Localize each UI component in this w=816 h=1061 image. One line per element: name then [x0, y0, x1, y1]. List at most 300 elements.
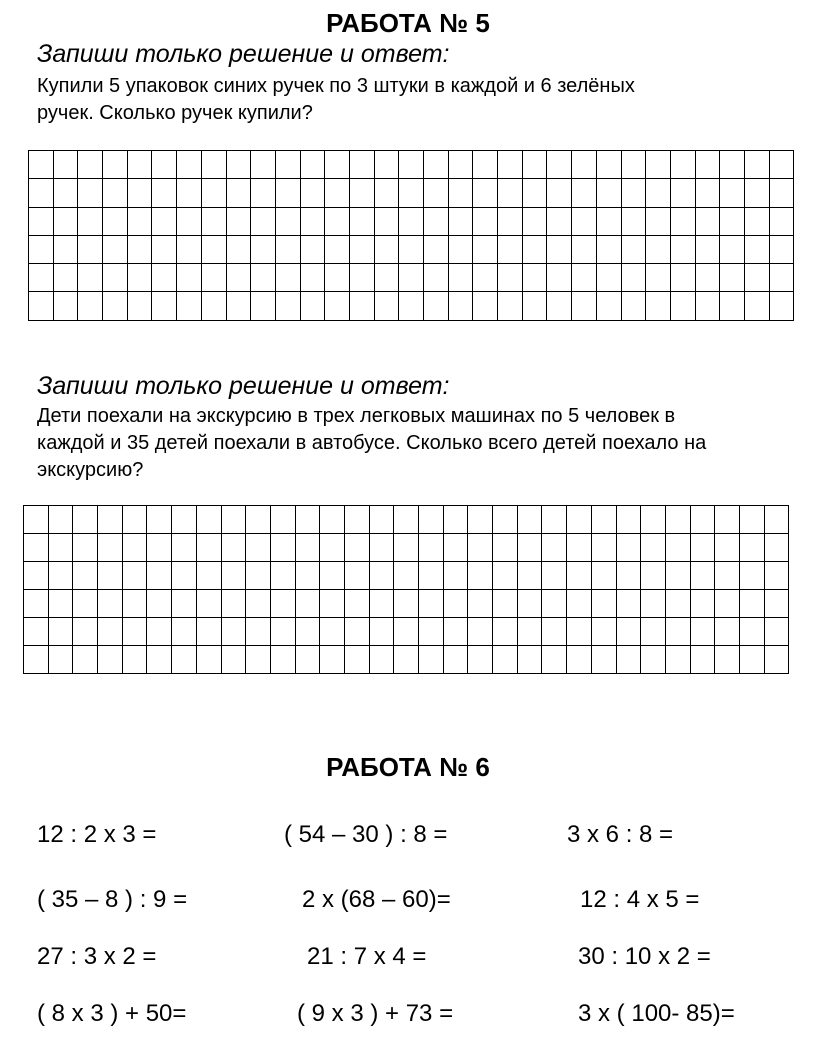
grid-cell[interactable] — [443, 562, 468, 590]
grid-cell[interactable] — [419, 590, 444, 618]
grid-cell[interactable] — [744, 151, 769, 179]
grid-cell[interactable] — [567, 506, 592, 534]
grid-cell[interactable] — [201, 151, 226, 179]
grid-cell[interactable] — [517, 506, 542, 534]
grid-cell[interactable] — [295, 618, 320, 646]
grid-cell[interactable] — [226, 207, 251, 235]
grid-cell[interactable] — [172, 646, 197, 674]
grid-cell[interactable] — [196, 506, 221, 534]
grid-cell[interactable] — [196, 562, 221, 590]
grid-cell[interactable] — [275, 292, 300, 320]
grid-cell[interactable] — [616, 618, 641, 646]
grid-cell[interactable] — [374, 179, 399, 207]
grid-cell[interactable] — [769, 292, 794, 320]
grid-cell[interactable] — [394, 562, 419, 590]
grid-cell[interactable] — [399, 151, 424, 179]
grid-cell[interactable] — [221, 506, 246, 534]
grid-cell[interactable] — [739, 562, 764, 590]
grid-cell[interactable] — [270, 506, 295, 534]
grid-cell[interactable] — [522, 292, 547, 320]
grid-cell[interactable] — [98, 534, 123, 562]
grid-cell[interactable] — [542, 534, 567, 562]
grid-cell[interactable] — [443, 646, 468, 674]
grid-cell[interactable] — [448, 151, 473, 179]
grid-cell[interactable] — [201, 264, 226, 292]
grid-cell[interactable] — [349, 292, 374, 320]
grid-cell[interactable] — [399, 179, 424, 207]
grid-cell[interactable] — [399, 207, 424, 235]
grid-cell[interactable] — [567, 590, 592, 618]
grid-cell[interactable] — [24, 534, 49, 562]
grid-cell[interactable] — [226, 235, 251, 263]
grid-cell[interactable] — [690, 590, 715, 618]
grid-cell[interactable] — [522, 264, 547, 292]
grid-cell[interactable] — [246, 590, 271, 618]
grid-cell[interactable] — [591, 590, 616, 618]
grid-cell[interactable] — [665, 534, 690, 562]
grid-cell[interactable] — [596, 207, 621, 235]
grid-cell[interactable] — [349, 151, 374, 179]
grid-cell[interactable] — [641, 534, 666, 562]
grid-cell[interactable] — [596, 179, 621, 207]
grid-cell[interactable] — [522, 235, 547, 263]
grid-cell[interactable] — [621, 151, 646, 179]
grid-cell[interactable] — [226, 292, 251, 320]
grid-cell[interactable] — [424, 207, 449, 235]
grid-cell[interactable] — [424, 179, 449, 207]
grid-cell[interactable] — [78, 179, 103, 207]
grid-cell[interactable] — [369, 590, 394, 618]
grid-cell[interactable] — [715, 590, 740, 618]
grid-cell[interactable] — [596, 264, 621, 292]
grid-cell[interactable] — [127, 207, 152, 235]
grid-cell[interactable] — [48, 562, 73, 590]
grid-cell[interactable] — [394, 506, 419, 534]
grid-cell[interactable] — [103, 207, 128, 235]
grid-cell[interactable] — [764, 590, 789, 618]
grid-cell[interactable] — [251, 264, 276, 292]
grid-cell[interactable] — [177, 264, 202, 292]
grid-cell[interactable] — [424, 235, 449, 263]
grid-cell[interactable] — [147, 534, 172, 562]
grid-cell[interactable] — [670, 207, 695, 235]
grid-cell[interactable] — [517, 618, 542, 646]
grid-cell[interactable] — [98, 618, 123, 646]
grid-cell[interactable] — [369, 562, 394, 590]
grid-cell[interactable] — [641, 506, 666, 534]
grid-cell[interactable] — [270, 562, 295, 590]
grid-cell[interactable] — [73, 618, 98, 646]
grid-cell[interactable] — [369, 506, 394, 534]
grid-cell[interactable] — [498, 235, 523, 263]
grid-cell[interactable] — [24, 646, 49, 674]
grid-cell[interactable] — [152, 151, 177, 179]
grid-cell[interactable] — [325, 264, 350, 292]
grid-cell[interactable] — [769, 179, 794, 207]
grid-cell[interactable] — [769, 151, 794, 179]
grid-cell[interactable] — [646, 207, 671, 235]
grid-cell[interactable] — [572, 151, 597, 179]
grid-cell[interactable] — [275, 179, 300, 207]
grid-cell[interactable] — [591, 506, 616, 534]
grid-cell[interactable] — [127, 179, 152, 207]
grid-cell[interactable] — [764, 646, 789, 674]
grid-cell[interactable] — [48, 646, 73, 674]
grid-cell[interactable] — [419, 646, 444, 674]
grid-cell[interactable] — [542, 590, 567, 618]
grid-cell[interactable] — [48, 506, 73, 534]
grid-cell[interactable] — [73, 534, 98, 562]
grid-cell[interactable] — [670, 179, 695, 207]
grid-cell[interactable] — [103, 235, 128, 263]
grid-cell[interactable] — [103, 151, 128, 179]
grid-cell[interactable] — [468, 534, 493, 562]
grid-cell[interactable] — [122, 646, 147, 674]
grid-cell[interactable] — [300, 179, 325, 207]
grid-cell[interactable] — [325, 179, 350, 207]
grid-cell[interactable] — [493, 646, 518, 674]
grid-cell[interactable] — [394, 534, 419, 562]
grid-cell[interactable] — [374, 151, 399, 179]
grid-cell[interactable] — [295, 534, 320, 562]
grid-cell[interactable] — [591, 646, 616, 674]
grid-cell[interactable] — [542, 562, 567, 590]
grid-cell[interactable] — [690, 618, 715, 646]
grid-cell[interactable] — [665, 590, 690, 618]
grid-cell[interactable] — [53, 235, 78, 263]
grid-cell[interactable] — [275, 235, 300, 263]
grid-cell[interactable] — [572, 292, 597, 320]
grid-cell[interactable] — [48, 590, 73, 618]
grid-cell[interactable] — [419, 534, 444, 562]
grid-cell[interactable] — [764, 534, 789, 562]
grid-cell[interactable] — [394, 646, 419, 674]
grid-cell[interactable] — [720, 151, 745, 179]
grid-cell[interactable] — [221, 534, 246, 562]
grid-cell[interactable] — [720, 235, 745, 263]
grid-cell[interactable] — [744, 179, 769, 207]
grid-cell[interactable] — [739, 590, 764, 618]
grid-cell[interactable] — [246, 506, 271, 534]
grid-cell[interactable] — [715, 646, 740, 674]
grid-cell[interactable] — [443, 590, 468, 618]
grid-cell[interactable] — [24, 562, 49, 590]
grid-cell[interactable] — [152, 235, 177, 263]
grid-cell[interactable] — [739, 646, 764, 674]
grid-cell[interactable] — [621, 235, 646, 263]
grid-cell[interactable] — [369, 618, 394, 646]
grid-cell[interactable] — [424, 264, 449, 292]
grid-cell[interactable] — [221, 562, 246, 590]
grid-cell[interactable] — [226, 151, 251, 179]
grid-cell[interactable] — [720, 207, 745, 235]
grid-cell[interactable] — [567, 646, 592, 674]
grid-cell[interactable] — [542, 506, 567, 534]
grid-cell[interactable] — [493, 618, 518, 646]
grid-cell[interactable] — [122, 506, 147, 534]
grid-cell[interactable] — [300, 207, 325, 235]
grid-cell[interactable] — [493, 506, 518, 534]
grid-cell[interactable] — [103, 264, 128, 292]
grid-cell[interactable] — [739, 534, 764, 562]
grid-cell[interactable] — [98, 562, 123, 590]
grid-cell[interactable] — [349, 207, 374, 235]
grid-cell[interactable] — [572, 235, 597, 263]
grid-cell[interactable] — [73, 590, 98, 618]
grid-cell[interactable] — [295, 646, 320, 674]
grid-cell[interactable] — [147, 618, 172, 646]
grid-cell[interactable] — [172, 506, 197, 534]
grid-cell[interactable] — [621, 264, 646, 292]
grid-cell[interactable] — [646, 235, 671, 263]
grid-cell[interactable] — [493, 590, 518, 618]
grid-cell[interactable] — [448, 179, 473, 207]
grid-cell[interactable] — [172, 562, 197, 590]
grid-cell[interactable] — [177, 235, 202, 263]
grid-cell[interactable] — [572, 264, 597, 292]
grid-cell[interactable] — [251, 151, 276, 179]
grid-cell[interactable] — [369, 534, 394, 562]
answer-grid-1[interactable] — [28, 150, 794, 321]
grid-cell[interactable] — [665, 506, 690, 534]
grid-cell[interactable] — [621, 292, 646, 320]
grid-cell[interactable] — [670, 151, 695, 179]
grid-cell[interactable] — [468, 646, 493, 674]
grid-cell[interactable] — [715, 506, 740, 534]
grid-cell[interactable] — [443, 618, 468, 646]
grid-cell[interactable] — [349, 235, 374, 263]
grid-cell[interactable] — [300, 264, 325, 292]
grid-cell[interactable] — [147, 506, 172, 534]
grid-cell[interactable] — [498, 292, 523, 320]
grid-cell[interactable] — [443, 506, 468, 534]
grid-cell[interactable] — [221, 618, 246, 646]
grid-cell[interactable] — [744, 264, 769, 292]
grid-cell[interactable] — [591, 618, 616, 646]
grid-cell[interactable] — [720, 292, 745, 320]
grid-cell[interactable] — [695, 292, 720, 320]
grid-cell[interactable] — [270, 590, 295, 618]
grid-cell[interactable] — [764, 506, 789, 534]
grid-cell[interactable] — [665, 618, 690, 646]
grid-cell[interactable] — [172, 618, 197, 646]
grid-cell[interactable] — [320, 562, 345, 590]
grid-cell[interactable] — [251, 235, 276, 263]
grid-cell[interactable] — [73, 646, 98, 674]
grid-cell[interactable] — [127, 292, 152, 320]
grid-cell[interactable] — [78, 207, 103, 235]
grid-cell[interactable] — [147, 562, 172, 590]
grid-cell[interactable] — [419, 618, 444, 646]
grid-cell[interactable] — [300, 235, 325, 263]
grid-cell[interactable] — [53, 292, 78, 320]
grid-cell[interactable] — [764, 618, 789, 646]
grid-cell[interactable] — [646, 179, 671, 207]
grid-cell[interactable] — [344, 534, 369, 562]
grid-cell[interactable] — [542, 618, 567, 646]
grid-cell[interactable] — [127, 151, 152, 179]
grid-cell[interactable] — [468, 506, 493, 534]
grid-cell[interactable] — [201, 292, 226, 320]
grid-cell[interactable] — [399, 264, 424, 292]
grid-cell[interactable] — [493, 534, 518, 562]
grid-cell[interactable] — [201, 235, 226, 263]
grid-cell[interactable] — [473, 151, 498, 179]
grid-cell[interactable] — [596, 235, 621, 263]
grid-cell[interactable] — [98, 590, 123, 618]
grid-cell[interactable] — [542, 646, 567, 674]
grid-cell[interactable] — [517, 590, 542, 618]
grid-cell[interactable] — [665, 646, 690, 674]
grid-cell[interactable] — [24, 618, 49, 646]
grid-cell[interactable] — [295, 590, 320, 618]
grid-cell[interactable] — [152, 264, 177, 292]
grid-cell[interactable] — [325, 207, 350, 235]
grid-cell[interactable] — [744, 207, 769, 235]
grid-cell[interactable] — [29, 235, 54, 263]
grid-cell[interactable] — [78, 264, 103, 292]
grid-cell[interactable] — [715, 562, 740, 590]
grid-cell[interactable] — [591, 562, 616, 590]
grid-cell[interactable] — [739, 506, 764, 534]
grid-cell[interactable] — [246, 534, 271, 562]
grid-cell[interactable] — [670, 292, 695, 320]
grid-cell[interactable] — [769, 207, 794, 235]
grid-cell[interactable] — [98, 506, 123, 534]
grid-cell[interactable] — [567, 562, 592, 590]
grid-cell[interactable] — [547, 151, 572, 179]
grid-cell[interactable] — [344, 618, 369, 646]
grid-cell[interactable] — [616, 590, 641, 618]
grid-cell[interactable] — [24, 506, 49, 534]
grid-cell[interactable] — [147, 590, 172, 618]
grid-cell[interactable] — [349, 264, 374, 292]
grid-cell[interactable] — [468, 618, 493, 646]
grid-cell[interactable] — [251, 207, 276, 235]
grid-cell[interactable] — [690, 646, 715, 674]
grid-cell[interactable] — [29, 292, 54, 320]
grid-cell[interactable] — [177, 207, 202, 235]
grid-cell[interactable] — [715, 534, 740, 562]
grid-cell[interactable] — [572, 207, 597, 235]
grid-cell[interactable] — [103, 292, 128, 320]
grid-cell[interactable] — [122, 618, 147, 646]
grid-cell[interactable] — [246, 646, 271, 674]
grid-cell[interactable] — [498, 179, 523, 207]
grid-cell[interactable] — [448, 235, 473, 263]
grid-cell[interactable] — [641, 590, 666, 618]
grid-cell[interactable] — [448, 292, 473, 320]
grid-cell[interactable] — [498, 207, 523, 235]
grid-cell[interactable] — [270, 618, 295, 646]
grid-cell[interactable] — [739, 618, 764, 646]
grid-cell[interactable] — [177, 179, 202, 207]
grid-cell[interactable] — [448, 264, 473, 292]
grid-cell[interactable] — [270, 646, 295, 674]
grid-cell[interactable] — [374, 207, 399, 235]
grid-cell[interactable] — [251, 292, 276, 320]
grid-cell[interactable] — [177, 292, 202, 320]
grid-cell[interactable] — [646, 151, 671, 179]
grid-cell[interactable] — [73, 562, 98, 590]
grid-cell[interactable] — [690, 506, 715, 534]
grid-cell[interactable] — [152, 207, 177, 235]
grid-cell[interactable] — [547, 264, 572, 292]
grid-cell[interactable] — [448, 207, 473, 235]
grid-cell[interactable] — [641, 646, 666, 674]
grid-cell[interactable] — [78, 151, 103, 179]
grid-cell[interactable] — [344, 590, 369, 618]
grid-cell[interactable] — [320, 646, 345, 674]
grid-cell[interactable] — [325, 151, 350, 179]
grid-cell[interactable] — [369, 646, 394, 674]
grid-cell[interactable] — [695, 207, 720, 235]
grid-cell[interactable] — [646, 292, 671, 320]
grid-cell[interactable] — [473, 207, 498, 235]
grid-cell[interactable] — [443, 534, 468, 562]
grid-cell[interactable] — [468, 562, 493, 590]
grid-cell[interactable] — [646, 264, 671, 292]
grid-cell[interactable] — [48, 534, 73, 562]
grid-cell[interactable] — [275, 207, 300, 235]
grid-cell[interactable] — [547, 235, 572, 263]
grid-cell[interactable] — [517, 562, 542, 590]
grid-cell[interactable] — [547, 179, 572, 207]
grid-cell[interactable] — [744, 292, 769, 320]
grid-cell[interactable] — [325, 235, 350, 263]
grid-cell[interactable] — [744, 235, 769, 263]
grid-cell[interactable] — [690, 534, 715, 562]
grid-cell[interactable] — [374, 292, 399, 320]
grid-cell[interactable] — [300, 292, 325, 320]
grid-cell[interactable] — [596, 151, 621, 179]
grid-cell[interactable] — [221, 590, 246, 618]
grid-cell[interactable] — [103, 179, 128, 207]
grid-cell[interactable] — [53, 151, 78, 179]
grid-cell[interactable] — [53, 264, 78, 292]
grid-cell[interactable] — [122, 590, 147, 618]
grid-cell[interactable] — [29, 207, 54, 235]
grid-cell[interactable] — [567, 534, 592, 562]
grid-cell[interactable] — [320, 590, 345, 618]
grid-cell[interactable] — [53, 179, 78, 207]
grid-cell[interactable] — [344, 562, 369, 590]
grid-cell[interactable] — [641, 562, 666, 590]
grid-cell[interactable] — [769, 264, 794, 292]
grid-cell[interactable] — [596, 292, 621, 320]
grid-cell[interactable] — [720, 264, 745, 292]
grid-cell[interactable] — [201, 207, 226, 235]
grid-cell[interactable] — [29, 151, 54, 179]
grid-cell[interactable] — [177, 151, 202, 179]
grid-cell[interactable] — [374, 264, 399, 292]
grid-cell[interactable] — [221, 646, 246, 674]
grid-cell[interactable] — [473, 235, 498, 263]
grid-cell[interactable] — [399, 235, 424, 263]
grid-cell[interactable] — [424, 151, 449, 179]
grid-cell[interactable] — [196, 646, 221, 674]
grid-cell[interactable] — [473, 264, 498, 292]
grid-cell[interactable] — [572, 179, 597, 207]
grid-cell[interactable] — [517, 534, 542, 562]
grid-cell[interactable] — [419, 562, 444, 590]
grid-cell[interactable] — [394, 590, 419, 618]
grid-cell[interactable] — [152, 179, 177, 207]
grid-cell[interactable] — [152, 292, 177, 320]
grid-cell[interactable] — [522, 179, 547, 207]
grid-cell[interactable] — [196, 618, 221, 646]
grid-cell[interactable] — [769, 235, 794, 263]
